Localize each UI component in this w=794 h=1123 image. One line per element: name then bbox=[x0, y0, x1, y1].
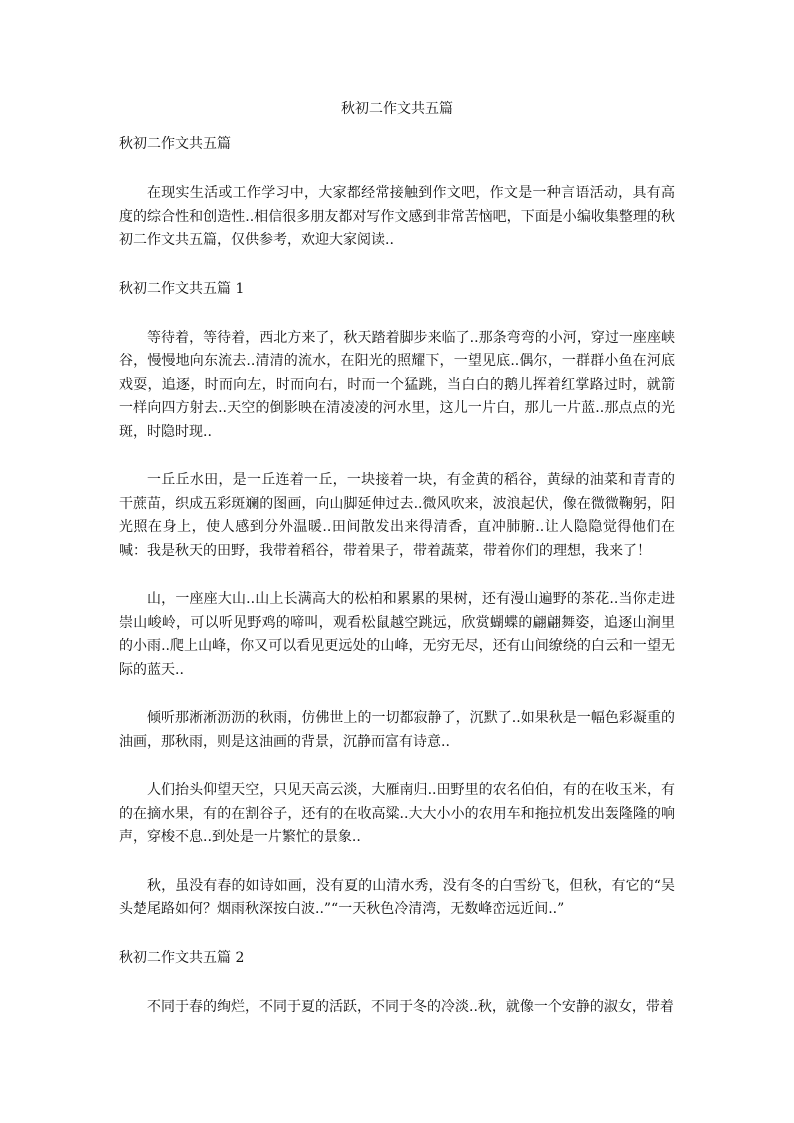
paragraph: 一丘丘水田，是一丘连着一丘，一块接着一块，有金黄的稻谷，黄绿的油菜和青青的干蔗苗，织成五彩斑斓的图画，向山脚延伸过去..微风吹来，波浪起伏，像在微微鞠躬，阳光照在身上，使人感到分外温暖..田间散发出来得清香，直冲肺腑..让人隐隐觉得他们在喊：我是秋天的田野，我带着稻谷，带着果子，带着蔬菜，带着你们的理想，我来了！ bbox=[119, 472, 675, 559]
section-heading: 秋初二作文共五篇 2 bbox=[119, 949, 245, 966]
document-body bbox=[119, 133, 675, 1019]
section-heading: 秋初二作文共五篇 1 bbox=[119, 280, 245, 297]
paragraph: 不同于春的绚烂，不同于夏的活跃，不同于冬的冷淡..秋，就像一个安静的淑女，带着 bbox=[147, 998, 674, 1015]
intro-paragraph: 在现实生活或工作学习中，大家都经常接触到作文吧，作文是一种言语活动，具有高度的综合性和创造性..相信很多朋友都对写作文感到非常苦恼吧，下面是小编收集整理的秋初二作文共五篇，仅供参考，欢迎大家阅读.. bbox=[119, 185, 675, 248]
paragraph: 秋，虽没有春的如诗如画，没有夏的山清水秀，没有冬的白雪纷飞，但秋，有它的“吴头楚尾路如何？烟雨秋深按白波..”“一天秋色冷清湾，无数峰峦远近间..” bbox=[119, 877, 675, 917]
document-title: 秋初二作文共五篇 bbox=[341, 101, 453, 117]
paragraph: 山，一座座大山..山上长满高大的松柏和累累的果树，还有漫山遍野的茶花..当你走进崇山峻岭，可以听见野鸡的啼叫，观看松鼠越空跳远，欣赏蝴蝶的翩翩舞姿，追逐山涧里的小雨..爬上山峰，你又可以看见更远处的山峰，无穷无尽，还有山间缭绕的白云和一望无际的蓝天.. bbox=[119, 591, 675, 678]
paragraph: 倾听那淅淅沥沥的秋雨，仿佛世上的一切都寂静了，沉默了..如果秋是一幅色彩凝重的油画，那秋雨，则是这油画的背景，沉静而富有诗意.. bbox=[119, 710, 675, 750]
paragraph: 人们抬头仰望天空，只见天高云淡，大雁南归..田野里的农名伯伯，有的在收玉米，有的在摘水果，有的在割谷子，还有的在收高粱..大大小小的农用车和拖拉机发出轰隆隆的响声，穿梭不息..到处是一片繁忙的景象.. bbox=[119, 782, 675, 845]
document-subtitle: 秋初二作文共五篇 bbox=[119, 136, 231, 152]
paragraph: 等待着，等待着，西北方来了，秋天踏着脚步来临了..那条弯弯的小河，穿过一座座峡谷，慢慢地向东流去..清清的流水，在阳光的照耀下，一望见底..偶尔，一群群小鱼在河底戏耍，追逐，时而向左，时而向右，时而一个猛跳，当白白的鹅儿挥着红掌路过时，就箭一样向四方射去..天空的倒影映在清凌凌的河水里，这儿一片白，那儿一片蓝..那点点的光斑，时隐时现.. bbox=[119, 329, 675, 440]
